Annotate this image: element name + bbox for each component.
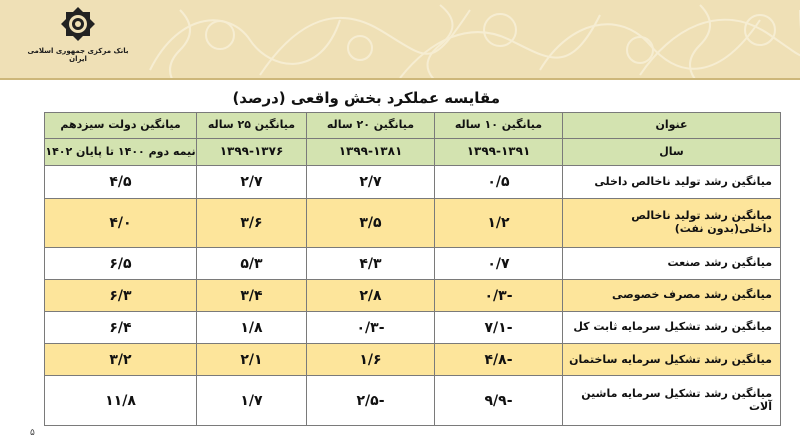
table-cell: -۲/۵	[307, 376, 435, 426]
table-cell: -۰/۳	[435, 280, 563, 312]
header-banner	[0, 0, 800, 78]
table-header-row	[45, 113, 781, 139]
table-cell: ۶/۴	[45, 312, 197, 344]
table-cell: ۳/۲	[45, 344, 197, 376]
table-cell: ۱/۸	[197, 312, 307, 344]
bank-logo	[18, 2, 138, 76]
row-label: میانگین رشد تشکیل سرمایه ماشین آلات	[563, 376, 781, 426]
table-row	[45, 280, 781, 312]
bank-name: بانک مرکزی جمهوری اسلامی ایران	[27, 47, 129, 63]
row-label: میانگین رشد تولید ناخالص داخلی	[563, 166, 781, 198]
table-row	[45, 344, 781, 376]
column-header: میانگین ۲۵ ساله	[197, 113, 307, 139]
table-cell: ۱/۲	[435, 198, 563, 247]
row-label: میانگین رشد تولید ناخالص داخلی(بدون نفت)	[563, 198, 781, 247]
page-title: مقایسه عملکرد بخش واقعی (درصد)	[232, 89, 500, 107]
column-header: میانگین ۲۰ ساله	[307, 113, 435, 139]
table-cell: ۴/۵	[45, 166, 197, 198]
row-label: میانگین رشد مصرف خصوصی	[563, 280, 781, 312]
table-cell: ۲/۷	[307, 166, 435, 198]
row-label: میانگین رشد تشکیل سرمایه ساختمان	[563, 344, 781, 376]
table-row	[45, 247, 781, 279]
table-cell: -۷/۱	[435, 312, 563, 344]
table-cell: ۳/۵	[307, 198, 435, 247]
table-row	[45, 312, 781, 344]
table-cell: ۴/۰	[45, 198, 197, 247]
table-period-row	[45, 138, 781, 166]
table-cell: ۵/۳	[197, 247, 307, 279]
column-header: میانگین دولت سیزدهم	[45, 113, 197, 139]
period-cell: ۱۳۹۹-۱۳۷۶	[197, 138, 307, 166]
table-cell: ۰/۵	[435, 166, 563, 198]
central-bank-emblem-icon	[58, 4, 98, 44]
table-cell: ۳/۶	[197, 198, 307, 247]
table-cell: ۶/۳	[45, 280, 197, 312]
period-cell: ۱۳۹۹-۱۳۸۱	[307, 138, 435, 166]
table-cell: ۱/۷	[197, 376, 307, 426]
table-cell: ۱/۶	[307, 344, 435, 376]
period-cell: ۱۳۹۹-۱۳۹۱	[435, 138, 563, 166]
table-cell: ۱۱/۸	[45, 376, 197, 426]
row-label: میانگین رشد صنعت	[563, 247, 781, 279]
table-cell: ۰/۷	[435, 247, 563, 279]
table-row	[45, 198, 781, 247]
table-cell: ۴/۳	[307, 247, 435, 279]
table-cell: -۴/۸	[435, 344, 563, 376]
period-cell: نیمه دوم ۱۴۰۰ تا پایان ۱۴۰۲	[45, 138, 197, 166]
table-cell: ۳/۴	[197, 280, 307, 312]
page-number: ۵	[30, 428, 35, 438]
row-label: میانگین رشد تشکیل سرمایه ثابت کل	[563, 312, 781, 344]
table-cell: -۹/۹	[435, 376, 563, 426]
column-header: میانگین ۱۰ ساله	[435, 113, 563, 139]
table-cell: ۲/۸	[307, 280, 435, 312]
header-divider	[0, 78, 800, 80]
table-cell: ۲/۷	[197, 166, 307, 198]
period-cell: سال	[563, 138, 781, 166]
table-row	[45, 166, 781, 198]
column-header: عنوان	[563, 113, 781, 139]
table-row	[45, 376, 781, 426]
table-cell: ۶/۵	[45, 247, 197, 279]
table-cell: ۲/۱	[197, 344, 307, 376]
table-cell: -۰/۳	[307, 312, 435, 344]
comparison-table	[44, 112, 781, 426]
